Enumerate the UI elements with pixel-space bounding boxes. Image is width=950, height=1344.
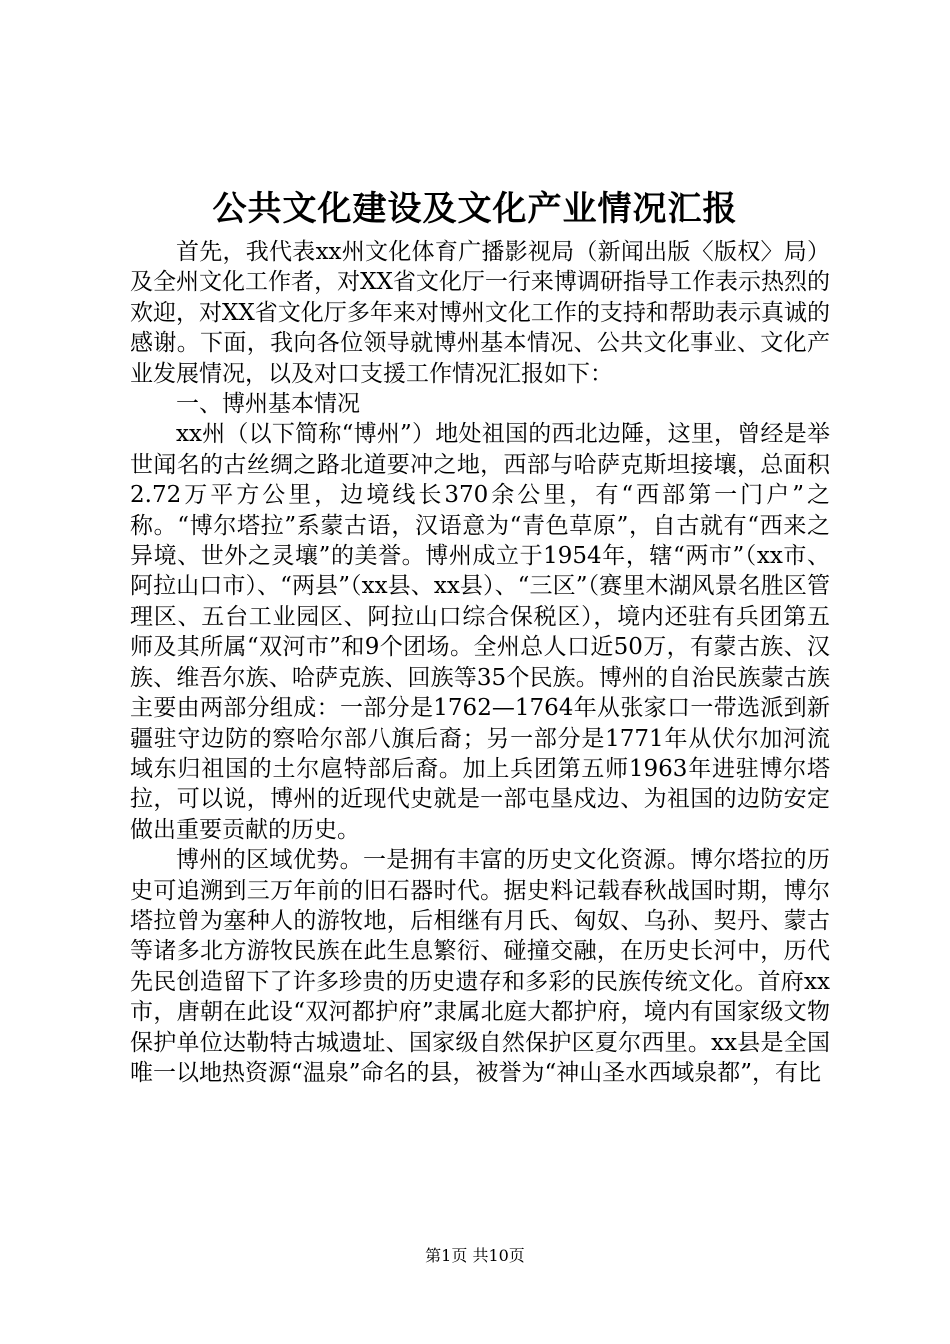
paragraph-basic-info: xx州（以下简称“博州”）地处祖国的西北边陲，这里，曾经是举世闻名的古丝绸之路北道要冲之地，西部与哈萨克斯坦接壤，总面积2.72万平方公里，边境线长370余公里，有“西部第一门户”之称。“博尔塔拉”系蒙古语，汉语意为“青色草原”，自古就有“西来之异境、世外之灵壤”的美誉。博州成立于1954年，辖“两市”（xx市、阿拉山口市）、“两县”（xx县、xx县）、“三区”（赛里木湖风景名胜区管理区、五台工业园区、阿拉山口综合保税区），境内还驻有兵团第五师及其所属“双河市”和9个团场。全州总人口近50万，有蒙古族、汉族、维吾尔族、哈萨克族、回族等35个民族。博州的自治民族蒙古族主要由两部分组成：一部分是1762—1764年从张家口一带选派到新疆驻守边防的察哈尔部八旗后裔；另一部分是1771年从伏尔加河流域东归祖国的土尔扈特部后裔。加上兵团第五师1963年进驻博尔塔拉，可以说，博州的近现代史就是一部屯垦戍边、为祖国的边防安定做出重要贡献的历史。	[130, 421, 830, 843]
paragraph-regional-advantage: 博州的区域优势。一是拥有丰富的历史文化资源。博尔塔拉的历史可追溯到三万年前的旧石器时代。据史料记载春秋战国时期，博尔塔拉曾为塞种人的游牧地，后相继有月氏、匈奴、乌孙、契丹、蒙古等诸多北方游牧民族在此生息繁衍、碰撞交融，在历史长河中，历代先民创造留下了许多珍贵的历史遗存和多彩的民族传统文化。首府xx市，唐朝在此设“双河都护府”隶属北庭大都护府，境内有国家级文物保护单位达勒特古城遗址、国家级自然保护区夏尔西里。xx县是全国唯一以地热资源“温泉”命名的县，被誉为“神山圣水西域泉都”，有比	[130, 847, 830, 1086]
page-number-footer: 第1页 共10页	[425, 1246, 525, 1265]
document-body	[130, 237, 830, 1088]
section-heading-basic-info: 一、博州基本情况	[176, 391, 360, 418]
document-title: 公共文化建设及文化产业情况汇报	[212, 189, 738, 229]
paragraph-intro: 首先，我代表xx州文化体育广播影视局（新闻出版〈版权〉局）及全州文化工作者，对XX省文化厅一行来博调研指导工作表示热烈的欢迎，对XX省文化厅多年来对博州文化工作的支持和帮助表示真诚的感谢。下面，我向各位领导就博州基本情况、公共文化事业、文化产业发展情况，以及对口支援工作情况汇报如下：	[130, 239, 830, 387]
